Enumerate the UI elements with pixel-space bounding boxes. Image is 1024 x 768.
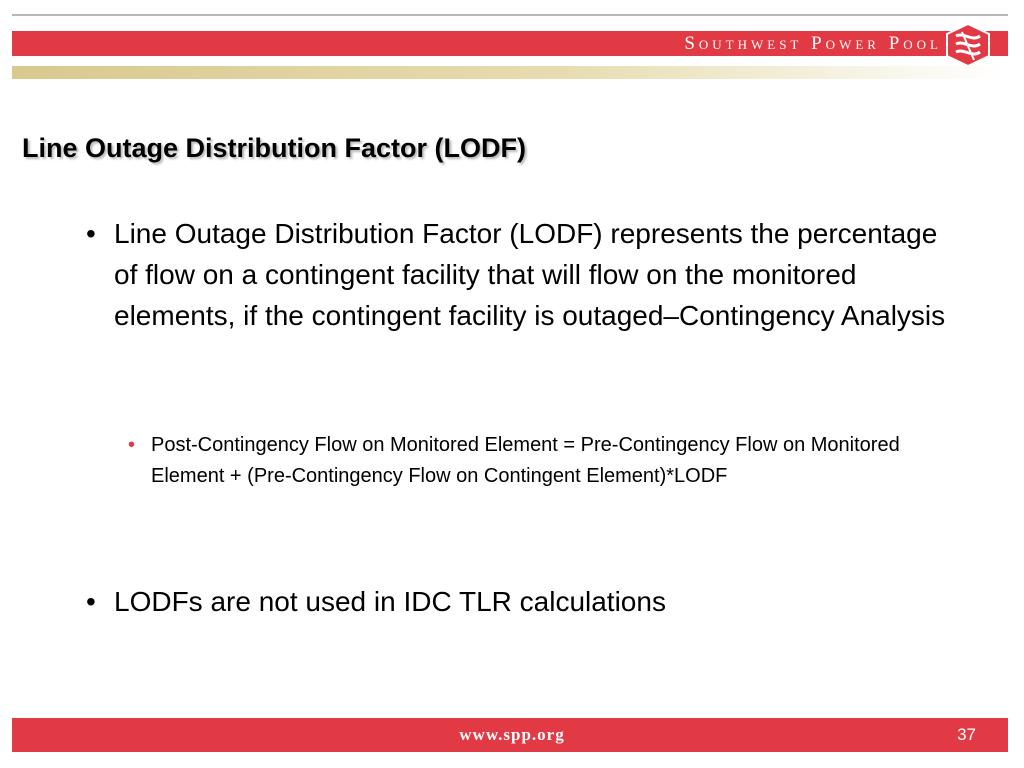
page-number: 37 — [957, 725, 976, 744]
slide-title: Line Outage Distribution Factor (LODF) — [22, 133, 526, 163]
sub-bullet-icon: • — [128, 434, 136, 456]
footer-url: www.spp.org — [459, 725, 565, 744]
bullet-item — [86, 581, 966, 622]
top-divider — [12, 14, 1008, 16]
sub-bullet-text: Post-Contingency Flow on Monitored Element = Pre-Contingency Flow on Monitored Element + (Pre-Contingency Flow on Contingent Element)*LODF — [151, 434, 900, 487]
bullet-item — [86, 213, 966, 336]
bullet-text: Line Outage Distribution Factor (LODF) represents the percentage of flow on a contingent facility that will flow on the monitored elements, if the contingent facility is outaged–Contingency Analysis — [114, 218, 946, 331]
organization-name: Southwest Power Pool — [684, 33, 942, 54]
bullet-text: LODFs are not used in IDC TLR calculations — [114, 586, 666, 617]
bullet-icon: • — [86, 586, 96, 617]
bullet-icon: • — [86, 218, 96, 249]
sub-bullet-item — [128, 430, 928, 492]
spp-logo-icon — [944, 22, 992, 68]
header-gold-stripe — [12, 66, 1008, 79]
